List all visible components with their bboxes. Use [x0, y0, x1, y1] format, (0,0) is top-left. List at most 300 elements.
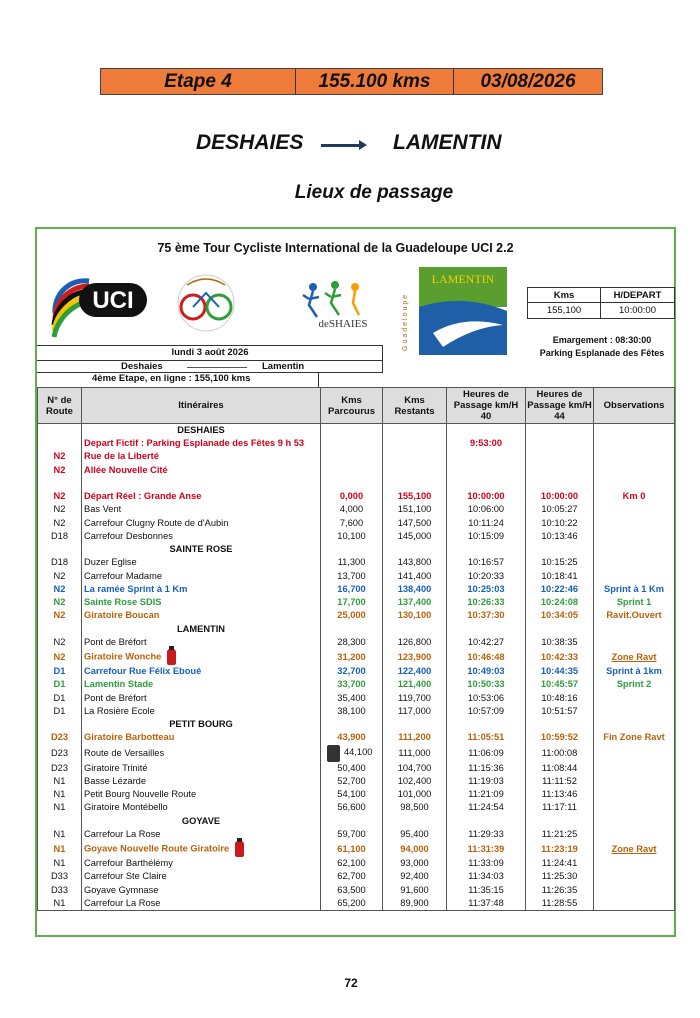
cell-kp [321, 543, 383, 556]
cell-obs [594, 570, 675, 583]
cell-route: D23 [38, 745, 82, 762]
table-row [38, 517, 675, 530]
cell-h44: 10:51:57 [526, 705, 594, 718]
cell-kr: 101,000 [383, 788, 447, 801]
cell-kp [321, 477, 383, 490]
trash-bin-icon [327, 745, 340, 762]
cell-kp [321, 464, 383, 477]
cell-obs [594, 556, 675, 569]
cell-kr: 117,000 [383, 705, 447, 718]
route-from: DESHAIES [196, 131, 304, 154]
cell-obs: Sprint 1 [594, 596, 675, 609]
cell-kp: 10,100 [321, 530, 383, 543]
kms-label: Kms [528, 288, 601, 303]
cell-kp: 17,700 [321, 596, 383, 609]
date-box [37, 345, 383, 373]
cell-it: Carrefour Madame [82, 570, 321, 583]
cell-h40: 11:35:15 [447, 884, 526, 897]
cell-kr: 147,500 [383, 517, 447, 530]
cell-h40: 10:49:03 [447, 665, 526, 678]
cell-it: Pont de Bréfort [82, 636, 321, 649]
cell-h44: 11:08:44 [526, 762, 594, 775]
stage-header-bar [100, 68, 603, 95]
arrow-right-icon [321, 144, 363, 147]
cell-obs [594, 857, 675, 870]
cell-route: N1 [38, 801, 82, 814]
cell-it: Sainte Rose SDIS [82, 596, 321, 609]
cell-obs [594, 692, 675, 705]
cell-obs [594, 718, 675, 731]
cell-route: D33 [38, 884, 82, 897]
cell-it: Pont de Bréfort [82, 692, 321, 705]
cell-h40: 10:11:24 [447, 517, 526, 530]
cell-obs [594, 464, 675, 477]
cell-obs [594, 477, 675, 490]
cell-route: N1 [38, 897, 82, 911]
cell-obs: Ravit.Ouvert [594, 609, 675, 622]
cell-h40 [447, 477, 526, 490]
cell-route: N1 [38, 775, 82, 788]
cell-h44 [526, 424, 594, 438]
cell-h44: 10:18:41 [526, 570, 594, 583]
cell-kp [321, 424, 383, 438]
cell-h40: 10:16:57 [447, 556, 526, 569]
cell-h40: 10:25:03 [447, 583, 526, 596]
cell-h44: 11:13:46 [526, 788, 594, 801]
table-row [38, 556, 675, 569]
cell-it: La ramée Sprint à 1 Km [82, 583, 321, 596]
cell-obs: Sprint à 1km [594, 665, 675, 678]
cell-route: D1 [38, 692, 82, 705]
cell-it: Carrefour Desbonnes [82, 530, 321, 543]
lamentin-logo [403, 263, 511, 357]
fire-extinguisher-icon [167, 649, 176, 665]
cell-it: Giratoire Boucan [82, 609, 321, 622]
cell-it: Giratoire Wonche [82, 649, 321, 665]
section-row [38, 623, 675, 636]
cell-h40: 11:37:48 [447, 897, 526, 911]
cell-kr: 93,000 [383, 857, 447, 870]
table-row [38, 775, 675, 788]
tour-title: 75 ème Tour Cycliste International de la Guadeloupe UCI 2.2 [157, 241, 514, 255]
cell-it: Basse Lézarde [82, 775, 321, 788]
table-row [38, 583, 675, 596]
table-row [38, 665, 675, 678]
cell-obs [594, 745, 675, 762]
cell-kp: 28,300 [321, 636, 383, 649]
cell-h44: 10:38:35 [526, 636, 594, 649]
cell-it: Petit Bourg Nouvelle Route [82, 788, 321, 801]
cell-kp: 11,300 [321, 556, 383, 569]
cell-kr: 111,200 [383, 731, 447, 744]
cell-obs [594, 437, 675, 450]
cell-h44 [526, 464, 594, 477]
cell-route [38, 424, 82, 438]
cell-h44: 11:17:11 [526, 801, 594, 814]
cell-it: Giratoire Montébello [82, 801, 321, 814]
cell-route [38, 543, 82, 556]
cell-h44 [526, 437, 594, 450]
cell-kr: 95,400 [383, 828, 447, 841]
cell-kp: 4,000 [321, 503, 383, 516]
cell-h40 [447, 543, 526, 556]
cell-obs [594, 762, 675, 775]
cell-obs [594, 636, 675, 649]
itinerary-table [37, 387, 675, 911]
cell-h40: 10:37:30 [447, 609, 526, 622]
cell-kp: 25,000 [321, 609, 383, 622]
table-row [38, 841, 675, 857]
cell-h44: 10:44:35 [526, 665, 594, 678]
cell-kr: 122,400 [383, 665, 447, 678]
table-row [38, 857, 675, 870]
cell-kp: 33,700 [321, 678, 383, 691]
cell-route [38, 477, 82, 490]
cell-h44 [526, 477, 594, 490]
cell-h40: 10:50:33 [447, 678, 526, 691]
cell-route: N2 [38, 596, 82, 609]
table-row [38, 897, 675, 911]
cell-kp: 52,700 [321, 775, 383, 788]
cell-kr: 121,400 [383, 678, 447, 691]
cell-obs [594, 623, 675, 636]
cell-kr [383, 718, 447, 731]
cell-kp [321, 450, 383, 463]
section-row [38, 815, 675, 828]
cell-h44: 11:26:35 [526, 884, 594, 897]
cell-route: N1 [38, 857, 82, 870]
lamentin-logo-text: LAMENTIN [431, 272, 495, 286]
cell-obs [594, 884, 675, 897]
cell-obs [594, 815, 675, 828]
section-row [38, 424, 675, 438]
cell-h40 [447, 450, 526, 463]
table-row [38, 649, 675, 665]
cell-obs [594, 705, 675, 718]
table-row [38, 477, 675, 490]
cell-route: D33 [38, 870, 82, 883]
table-row [38, 870, 675, 883]
cell-kr: 155,100 [383, 490, 447, 503]
table-row [38, 828, 675, 841]
cell-kr: 143,800 [383, 556, 447, 569]
cell-h44: 10:45:57 [526, 678, 594, 691]
cell-kr: 91,600 [383, 884, 447, 897]
deshaies-logo-text: deSHAIES [318, 318, 368, 330]
cell-it: Allée Nouvelle Cité [82, 464, 321, 477]
table-row [38, 450, 675, 463]
table-row [38, 490, 675, 503]
cell-h40 [447, 623, 526, 636]
cell-route: D23 [38, 762, 82, 775]
table-row [38, 596, 675, 609]
cell-route: D1 [38, 705, 82, 718]
cell-it: Carrefour La Rose [82, 828, 321, 841]
cell-kp [321, 437, 383, 450]
cell-it: Carrefour Clugny Route de d'Aubin [82, 517, 321, 530]
etape-line: 4ème Etape, en ligne : 155,100 kms [37, 373, 319, 387]
cell-h44 [526, 718, 594, 731]
cell-obs [594, 801, 675, 814]
cell-it: Carrefour Ste Claire [82, 870, 321, 883]
cell-h44 [526, 450, 594, 463]
cell-kp: 50,400 [321, 762, 383, 775]
cell-obs: Fin Zone Ravt [594, 731, 675, 744]
cell-obs: Zone Ravt [594, 841, 675, 857]
cell-it: Départ Réel : Grande Anse [82, 490, 321, 503]
cell-h44: 11:00:08 [526, 745, 594, 762]
cell-route: N2 [38, 517, 82, 530]
uci-logo [49, 273, 149, 331]
cell-h40 [447, 815, 526, 828]
section-row [38, 718, 675, 731]
cell-h40: 10:20:33 [447, 570, 526, 583]
cell-route: N2 [38, 464, 82, 477]
cell-obs [594, 530, 675, 543]
cell-h44: 10:42:33 [526, 649, 594, 665]
cell-h44 [526, 543, 594, 556]
emargement-time: Emargement : 08:30:00 [552, 335, 652, 345]
cell-route [38, 437, 82, 450]
cell-h40: 10:46:48 [447, 649, 526, 665]
cell-kr: 94,000 [383, 841, 447, 857]
cell-kp: 7,600 [321, 517, 383, 530]
table-row [38, 464, 675, 477]
cell-kp: 65,200 [321, 897, 383, 911]
cell-h44: 11:25:30 [526, 870, 594, 883]
cell-h44: 11:21:25 [526, 828, 594, 841]
cell-route: N2 [38, 583, 82, 596]
cell-h44: 10:10:22 [526, 517, 594, 530]
cell-kr: 123,900 [383, 649, 447, 665]
cell-route: N1 [38, 788, 82, 801]
cell-kp [321, 623, 383, 636]
cell-h44: 10:34:05 [526, 609, 594, 622]
table-row [38, 678, 675, 691]
cell-obs: Km 0 [594, 490, 675, 503]
cell-kp: 13,700 [321, 570, 383, 583]
table-row [38, 731, 675, 744]
table-row [38, 762, 675, 775]
lamentin-logo-side-text: Guadeloupe [402, 292, 409, 351]
parking-location: Parking Esplanade des Fêtes [539, 348, 665, 358]
cell-obs [594, 870, 675, 883]
cell-kr: 98,500 [383, 801, 447, 814]
cell-h40: 10:53:06 [447, 692, 526, 705]
cell-h40: 10:06:00 [447, 503, 526, 516]
cell-obs [594, 517, 675, 530]
from-short: Deshaies [121, 361, 163, 372]
cell-h44: 10:22:46 [526, 583, 594, 596]
to-short: Lamentin [262, 361, 305, 372]
cell-h40: 10:00:00 [447, 490, 526, 503]
cell-obs [594, 450, 675, 463]
cell-it: GOYAVE [82, 815, 321, 828]
cell-it [82, 477, 321, 490]
cell-obs [594, 897, 675, 911]
cell-it: Carrefour Rue Félix Eboué [82, 665, 321, 678]
cell-h40: 11:06:09 [447, 745, 526, 762]
page-subtitle: Lieux de passage [294, 182, 454, 203]
cell-obs [594, 543, 675, 556]
table-row [38, 437, 675, 450]
cell-h40: 9:53:00 [447, 437, 526, 450]
cell-it: Goyave Nouvelle Route Giratoire [82, 841, 321, 857]
kms-value: 155,100 [528, 303, 601, 318]
cell-route: N2 [38, 450, 82, 463]
cell-it: Carrefour Barthélémy [82, 857, 321, 870]
cell-h44: 10:13:46 [526, 530, 594, 543]
col-kms-restants: Kms Restants [383, 388, 447, 424]
cell-kp [321, 718, 383, 731]
cell-route: N2 [38, 490, 82, 503]
cell-h40 [447, 424, 526, 438]
table-row [38, 530, 675, 543]
cell-obs [594, 503, 675, 516]
cell-h40: 10:57:09 [447, 705, 526, 718]
section-row [38, 543, 675, 556]
cell-h44: 10:24:08 [526, 596, 594, 609]
cell-kr: 119,700 [383, 692, 447, 705]
stage-date: 03/08/2026 [480, 70, 576, 92]
cell-it: Giratoire Barbotteau [82, 731, 321, 744]
deshaies-logo [295, 273, 375, 331]
date-long: lundi 3 août 2026 [171, 347, 249, 358]
table-row [38, 884, 675, 897]
route-heading [0, 131, 700, 159]
page-number: 72 [344, 976, 358, 990]
cell-it: Rue de la Liberté [82, 450, 321, 463]
cell-h40: 11:29:33 [447, 828, 526, 841]
cell-h40: 11:31:39 [447, 841, 526, 857]
cell-kr: 102,400 [383, 775, 447, 788]
cell-route: N1 [38, 841, 82, 857]
cell-kp: 63,500 [321, 884, 383, 897]
cell-route: D18 [38, 530, 82, 543]
cell-h40 [447, 718, 526, 731]
cell-kr: 130,100 [383, 609, 447, 622]
arrow-line-icon [187, 367, 247, 368]
table-row [38, 609, 675, 622]
cell-kr [383, 437, 447, 450]
cell-route: D23 [38, 731, 82, 744]
cell-obs [594, 828, 675, 841]
cell-h44: 11:23:19 [526, 841, 594, 857]
cell-kp: 31,200 [321, 649, 383, 665]
cell-obs: Sprint à 1 Km [594, 583, 675, 596]
cell-it: LAMENTIN [82, 623, 321, 636]
cell-kr: 151,100 [383, 503, 447, 516]
cell-it: Route de Versailles [82, 745, 321, 762]
stage-distance: 155.100 kms [296, 69, 454, 94]
route-to: LAMENTIN [393, 131, 502, 154]
cell-kp: 32,700 [321, 665, 383, 678]
cell-kp: 35,400 [321, 692, 383, 705]
cell-kr [383, 543, 447, 556]
cell-route [38, 815, 82, 828]
col-route: N° de Route [38, 388, 82, 424]
cell-route: D1 [38, 678, 82, 691]
table-row [38, 745, 675, 762]
cell-kr: 126,800 [383, 636, 447, 649]
cell-h44: 10:00:00 [526, 490, 594, 503]
itinerary-sheet [35, 227, 676, 937]
cell-route: N2 [38, 503, 82, 516]
cell-it: Giratoire Trinité [82, 762, 321, 775]
cell-h40: 10:15:09 [447, 530, 526, 543]
cell-kr: 104,700 [383, 762, 447, 775]
cell-route [38, 718, 82, 731]
cell-h40: 11:15:36 [447, 762, 526, 775]
cell-h44: 10:59:52 [526, 731, 594, 744]
kms-start-table [527, 287, 675, 319]
cell-h40: 11:33:09 [447, 857, 526, 870]
cell-h40: 11:24:54 [447, 801, 526, 814]
cell-obs [594, 424, 675, 438]
cell-kp [321, 815, 383, 828]
cell-route: D18 [38, 556, 82, 569]
cell-route: N2 [38, 649, 82, 665]
cell-kr [383, 424, 447, 438]
cell-h44: 11:24:41 [526, 857, 594, 870]
cell-kr: 111,000 [383, 745, 447, 762]
table-row [38, 801, 675, 814]
stage-label: Etape 4 [101, 69, 296, 94]
cell-kr: 141,400 [383, 570, 447, 583]
cell-obs [594, 788, 675, 801]
cell-h44 [526, 623, 594, 636]
cell-kp: 16,700 [321, 583, 383, 596]
club-logo [167, 267, 245, 337]
cell-kp: 61,100 [321, 841, 383, 857]
cell-h40: 10:26:33 [447, 596, 526, 609]
table-row [38, 636, 675, 649]
cell-route: N2 [38, 636, 82, 649]
cell-h40: 11:05:51 [447, 731, 526, 744]
cell-h44: 10:15:25 [526, 556, 594, 569]
table-header-row [38, 388, 675, 424]
cell-kp: 0,000 [321, 490, 383, 503]
cell-h44: 11:28:55 [526, 897, 594, 911]
cell-kr: 138,400 [383, 583, 447, 596]
cell-kp: 56,600 [321, 801, 383, 814]
cell-kr: 92,400 [383, 870, 447, 883]
cell-it: Bas Vent [82, 503, 321, 516]
cell-kr: 145,000 [383, 530, 447, 543]
cell-kr [383, 815, 447, 828]
col-kms-parcourus: Kms Parcourus [321, 388, 383, 424]
cell-kp: 62,700 [321, 870, 383, 883]
fire-extinguisher-icon [235, 841, 244, 857]
cell-route: N1 [38, 828, 82, 841]
cell-kr [383, 450, 447, 463]
cell-route: N2 [38, 609, 82, 622]
cell-kp: 54,100 [321, 788, 383, 801]
col-observations: Observations [594, 388, 675, 424]
cell-kr [383, 623, 447, 636]
cell-it: Duzer Eglise [82, 556, 321, 569]
cell-h40: 10:42:27 [447, 636, 526, 649]
hdepart-value: 10:00:00 [619, 305, 656, 316]
cell-kr [383, 477, 447, 490]
cell-kr [383, 464, 447, 477]
table-row [38, 503, 675, 516]
cell-route: N2 [38, 570, 82, 583]
cell-obs [594, 775, 675, 788]
table-row [38, 788, 675, 801]
cell-kp: 44,100 [321, 745, 383, 762]
cell-h44: 10:48:16 [526, 692, 594, 705]
